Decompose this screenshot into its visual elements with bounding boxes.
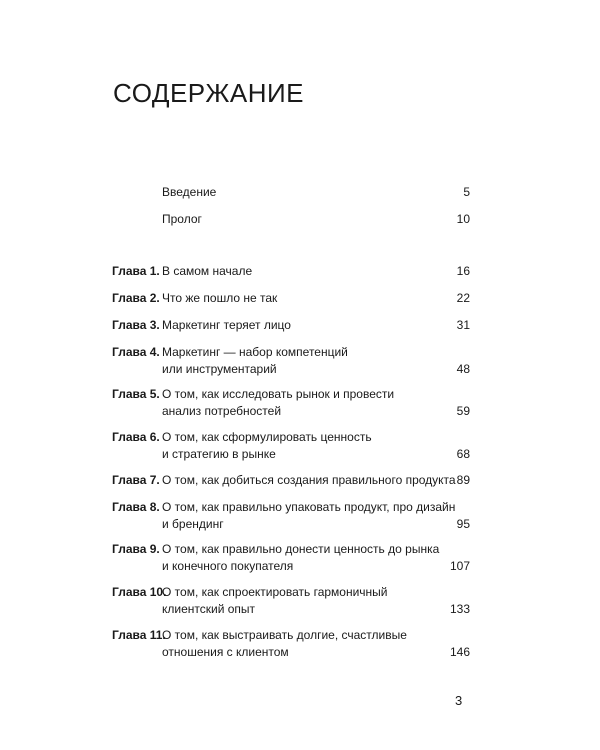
chapter-title-line: или инструментарий xyxy=(162,362,277,376)
chapter-label: Глава 3. xyxy=(112,318,160,332)
chapter-title-line: О том, как сформулировать ценность xyxy=(162,430,372,444)
chapter-title-line: О том, как выстраивать долгие, счастливые xyxy=(162,628,407,642)
chapter-title-line: Маркетинг теряет лицо xyxy=(162,318,291,332)
chapter-page: 89 xyxy=(456,473,470,487)
chapter-title-line: О том, как исследовать рынок и провести xyxy=(162,387,395,401)
chapter-label: Глава 2. xyxy=(112,291,160,305)
chapter-page: 68 xyxy=(456,447,470,461)
chapter-title-line: и брендинг xyxy=(162,517,224,531)
chapter-title-line: клиентский опыт xyxy=(162,602,256,616)
chapter-label: Глава 5. xyxy=(112,387,160,401)
chapter-page: 95 xyxy=(456,517,470,531)
chapter-title-line: О том, как спроектировать гармоничный xyxy=(162,585,388,599)
page-title: СОДЕРЖАНИЕ xyxy=(113,78,305,108)
page-number: 3 xyxy=(455,693,463,708)
chapter-label: Глава 11. xyxy=(112,628,166,642)
chapter-title-line: В самом начале xyxy=(162,264,253,278)
chapter-label: Глава 6. xyxy=(112,430,160,444)
chapter-page: 16 xyxy=(456,264,470,278)
chapter-label: Глава 9. xyxy=(112,542,160,556)
chapter-label: Глава 4. xyxy=(112,345,160,359)
chapter-label: Глава 8. xyxy=(112,500,160,514)
toc-entry-page: 10 xyxy=(456,212,470,226)
chapter-title-line: Что же пошло не так xyxy=(162,291,278,305)
chapter-title-line: и стратегию в рынке xyxy=(162,447,276,461)
chapter-page: 48 xyxy=(456,362,470,376)
chapter-page: 133 xyxy=(449,602,470,616)
chapter-page: 22 xyxy=(456,291,470,305)
chapter-title-line: Маркетинг — набор компетенций xyxy=(162,345,348,359)
chapter-label: Глава 10. xyxy=(112,585,167,599)
chapter-title-line: отношения с клиентом xyxy=(162,645,289,659)
chapter-page: 146 xyxy=(449,645,470,659)
toc-entry-text: Введение xyxy=(162,185,217,199)
toc-entry-text: Пролог xyxy=(162,212,202,226)
chapter-page: 59 xyxy=(456,404,470,418)
chapter-label: Глава 1. xyxy=(112,264,160,278)
chapter-title-line: О том, как добиться создания правильного продукта xyxy=(162,473,456,487)
toc-entry-page: 5 xyxy=(463,185,470,199)
chapter-label: Глава 7. xyxy=(112,473,160,487)
chapter-title-line: и конечного покупателя xyxy=(162,559,294,573)
chapter-title-line: О том, как правильно упаковать продукт, про дизайн xyxy=(162,500,456,514)
chapter-title-line: анализ потребностей xyxy=(162,404,282,418)
chapter-page: 107 xyxy=(449,559,470,573)
chapter-title-line: О том, как правильно донести ценность до рынка xyxy=(162,542,440,556)
chapter-page: 31 xyxy=(456,318,470,332)
